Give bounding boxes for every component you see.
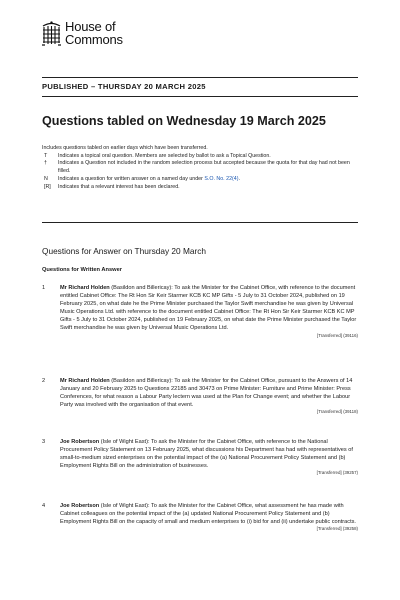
question-reference: [Transferred] (39257) bbox=[316, 470, 358, 476]
question-text bbox=[60, 438, 358, 470]
member-name: Joe Robertson bbox=[60, 503, 100, 509]
note-item bbox=[42, 160, 360, 175]
question-content: (Basildon and Billericay): To ask the Minister for the Cabinet Office, with reference to the document entitled Cabinet Office: The Rt Hon Sir Keir Starmer KCB KC MP Gifts - 5 July to 31 October 2024, published on 19 February 2025, on what date he the Prime Minister purchased the Taylor Swift merchandise he was given by Universal Music Operations Ltd. with reference to the document entitled Cabinet Office: The Rt Hon Sir Keir Starmer KCB KC MP Gifts - 5 July to 31 October 2024, published on 19 February 2025, on what date the Prime Minister purchased the Taylor Swift merchandise he was given by Universal Music Operations Ltd. bbox=[60, 285, 357, 332]
question-content: (Basildon and Billericay): To ask the Minister for the Cabinet Office, pursuant to the Answers of 14 January and 20 February 2025 to Questions 22185 and 30473 on Prime Minister: Furniture and Prime Minister: Press Conferences, for what reason a Labour Party lectern was used at the Plan for Change event; and whether the Labour Party was involved with the organisation of that event. bbox=[60, 378, 353, 409]
question-reference: [Transferred] (39258) bbox=[316, 526, 358, 532]
logo-line-2: Commons bbox=[65, 32, 123, 47]
note-item bbox=[42, 184, 360, 192]
portcullis-icon bbox=[42, 21, 61, 46]
question-text bbox=[60, 377, 358, 409]
section-heading: Questions for Answer on Thursday 20 March bbox=[42, 246, 207, 256]
question-body bbox=[60, 438, 358, 476]
symbol-key bbox=[42, 145, 360, 191]
page-title: Questions tabled on Wednesday 19 March 2025 bbox=[42, 114, 326, 128]
question-content: (Isle of Wight East): To ask the Minister for the Cabinet Office, what assessment he has made with Cabinet colleagues on the potential impact of the (a) updated National Procurement Policy Statement and (b) Employment Rights Bill on the capacity of small and medium enterprises to (i) bid for and (ii) undertake public contracts. bbox=[60, 503, 356, 526]
note-item bbox=[42, 153, 360, 161]
note-symbol: [R] bbox=[44, 183, 51, 190]
group-heading: Questions for Written Answer bbox=[42, 267, 122, 273]
member-name: Mr Richard Holden bbox=[60, 285, 110, 291]
question-body bbox=[60, 502, 358, 532]
question-number: 2 bbox=[42, 378, 46, 384]
header-top-rule bbox=[42, 77, 358, 78]
note-text bbox=[58, 176, 360, 184]
logo-wordmark bbox=[65, 20, 123, 46]
question-body bbox=[60, 377, 358, 415]
question-number: 3 bbox=[42, 439, 46, 445]
section-divider bbox=[42, 222, 358, 223]
logo-line-1: House of bbox=[65, 19, 116, 34]
question-text bbox=[60, 502, 358, 526]
question-reference: [Transferred] (39118) bbox=[317, 409, 358, 415]
question-number: 4 bbox=[42, 503, 46, 509]
notes-intro: Includes questions tabled on earlier days which have been transferred. bbox=[42, 145, 208, 151]
note-symbol: † bbox=[44, 160, 47, 167]
note-text-after: . bbox=[238, 175, 240, 182]
published-date: PUBLISHED – THURSDAY 20 MARCH 2025 bbox=[42, 82, 206, 91]
note-text: Indicates that a relevant interest has been declared. bbox=[58, 183, 180, 190]
question-reference: [Transferred] (39116) bbox=[317, 332, 358, 338]
note-symbol: T bbox=[44, 152, 48, 159]
note-text: Indicates a Question not included in the random selection process but accepted because the quota for that day had not been filled. bbox=[58, 160, 350, 175]
question-number: 1 bbox=[42, 285, 46, 291]
note-text-before: Indicates a question for written answer on a named day under bbox=[58, 175, 205, 182]
note-text: Indicates a topical oral question. Members are selected by ballot to ask a Topical Question. bbox=[58, 152, 271, 159]
question-content: (Isle of Wight East): To ask the Minister for the Cabinet Office, with reference to the National Procurement Policy Statement on 13 February 2025, what discussions his Department has had with representatives of small-to-medium sized enterprises on the potential impact of the (a) National Procurement Policy Statement and (b) Employment Rights Bill on the administration of businesses. bbox=[60, 439, 353, 470]
note-symbol: N bbox=[44, 175, 48, 182]
note-item bbox=[42, 176, 360, 184]
member-name: Mr Richard Holden bbox=[60, 378, 110, 384]
standing-order-link[interactable]: S.O. No. 22(4) bbox=[204, 175, 239, 182]
header-bottom-rule bbox=[42, 96, 358, 97]
question-text bbox=[60, 284, 358, 333]
question-body bbox=[60, 284, 358, 339]
member-name: Joe Robertson bbox=[60, 439, 100, 445]
